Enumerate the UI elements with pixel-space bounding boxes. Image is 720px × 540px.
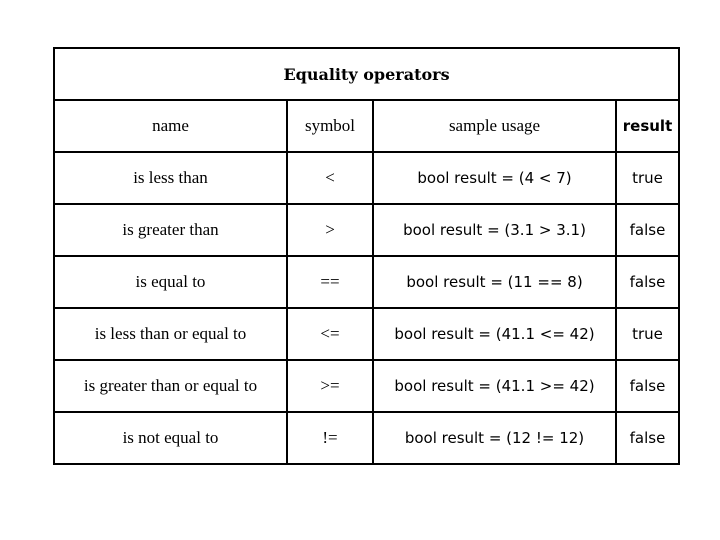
operator-symbol: >= xyxy=(287,360,373,412)
operator-sample-usage: bool result = (11 == 8) xyxy=(373,256,616,308)
operator-sample-usage: bool result = (41.1 >= 42) xyxy=(373,360,616,412)
operator-sample-usage: bool result = (12 != 12) xyxy=(373,412,616,464)
table-row xyxy=(54,412,679,464)
operator-symbol: <= xyxy=(287,308,373,360)
operator-symbol: != xyxy=(287,412,373,464)
operator-sample-usage: bool result = (3.1 > 3.1) xyxy=(373,204,616,256)
operator-name: is less than or equal to xyxy=(54,308,287,360)
operator-sample-usage: bool result = (41.1 <= 42) xyxy=(373,308,616,360)
header-symbol: symbol xyxy=(287,100,373,152)
operator-name: is equal to xyxy=(54,256,287,308)
header-sample-usage: sample usage xyxy=(373,100,616,152)
equality-operators-table xyxy=(53,47,680,465)
table-title: Equality operators xyxy=(54,48,679,100)
table-row xyxy=(54,204,679,256)
equality-operators-table-container xyxy=(53,47,678,465)
operator-name: is less than xyxy=(54,152,287,204)
operator-result: false xyxy=(616,412,679,464)
operator-symbol: < xyxy=(287,152,373,204)
operator-result: true xyxy=(616,308,679,360)
header-name: name xyxy=(54,100,287,152)
table-row xyxy=(54,256,679,308)
table-header-row xyxy=(54,100,679,152)
operator-name: is greater than xyxy=(54,204,287,256)
operator-result: false xyxy=(616,204,679,256)
operator-sample-usage: bool result = (4 < 7) xyxy=(373,152,616,204)
operator-name: is not equal to xyxy=(54,412,287,464)
operator-symbol: > xyxy=(287,204,373,256)
operator-result: false xyxy=(616,360,679,412)
operator-name: is greater than or equal to xyxy=(54,360,287,412)
table-title-row xyxy=(54,48,679,100)
operator-result: false xyxy=(616,256,679,308)
header-result: result xyxy=(616,100,679,152)
table-row xyxy=(54,152,679,204)
table-row xyxy=(54,360,679,412)
operator-symbol: == xyxy=(287,256,373,308)
table-row xyxy=(54,308,679,360)
operator-result: true xyxy=(616,152,679,204)
